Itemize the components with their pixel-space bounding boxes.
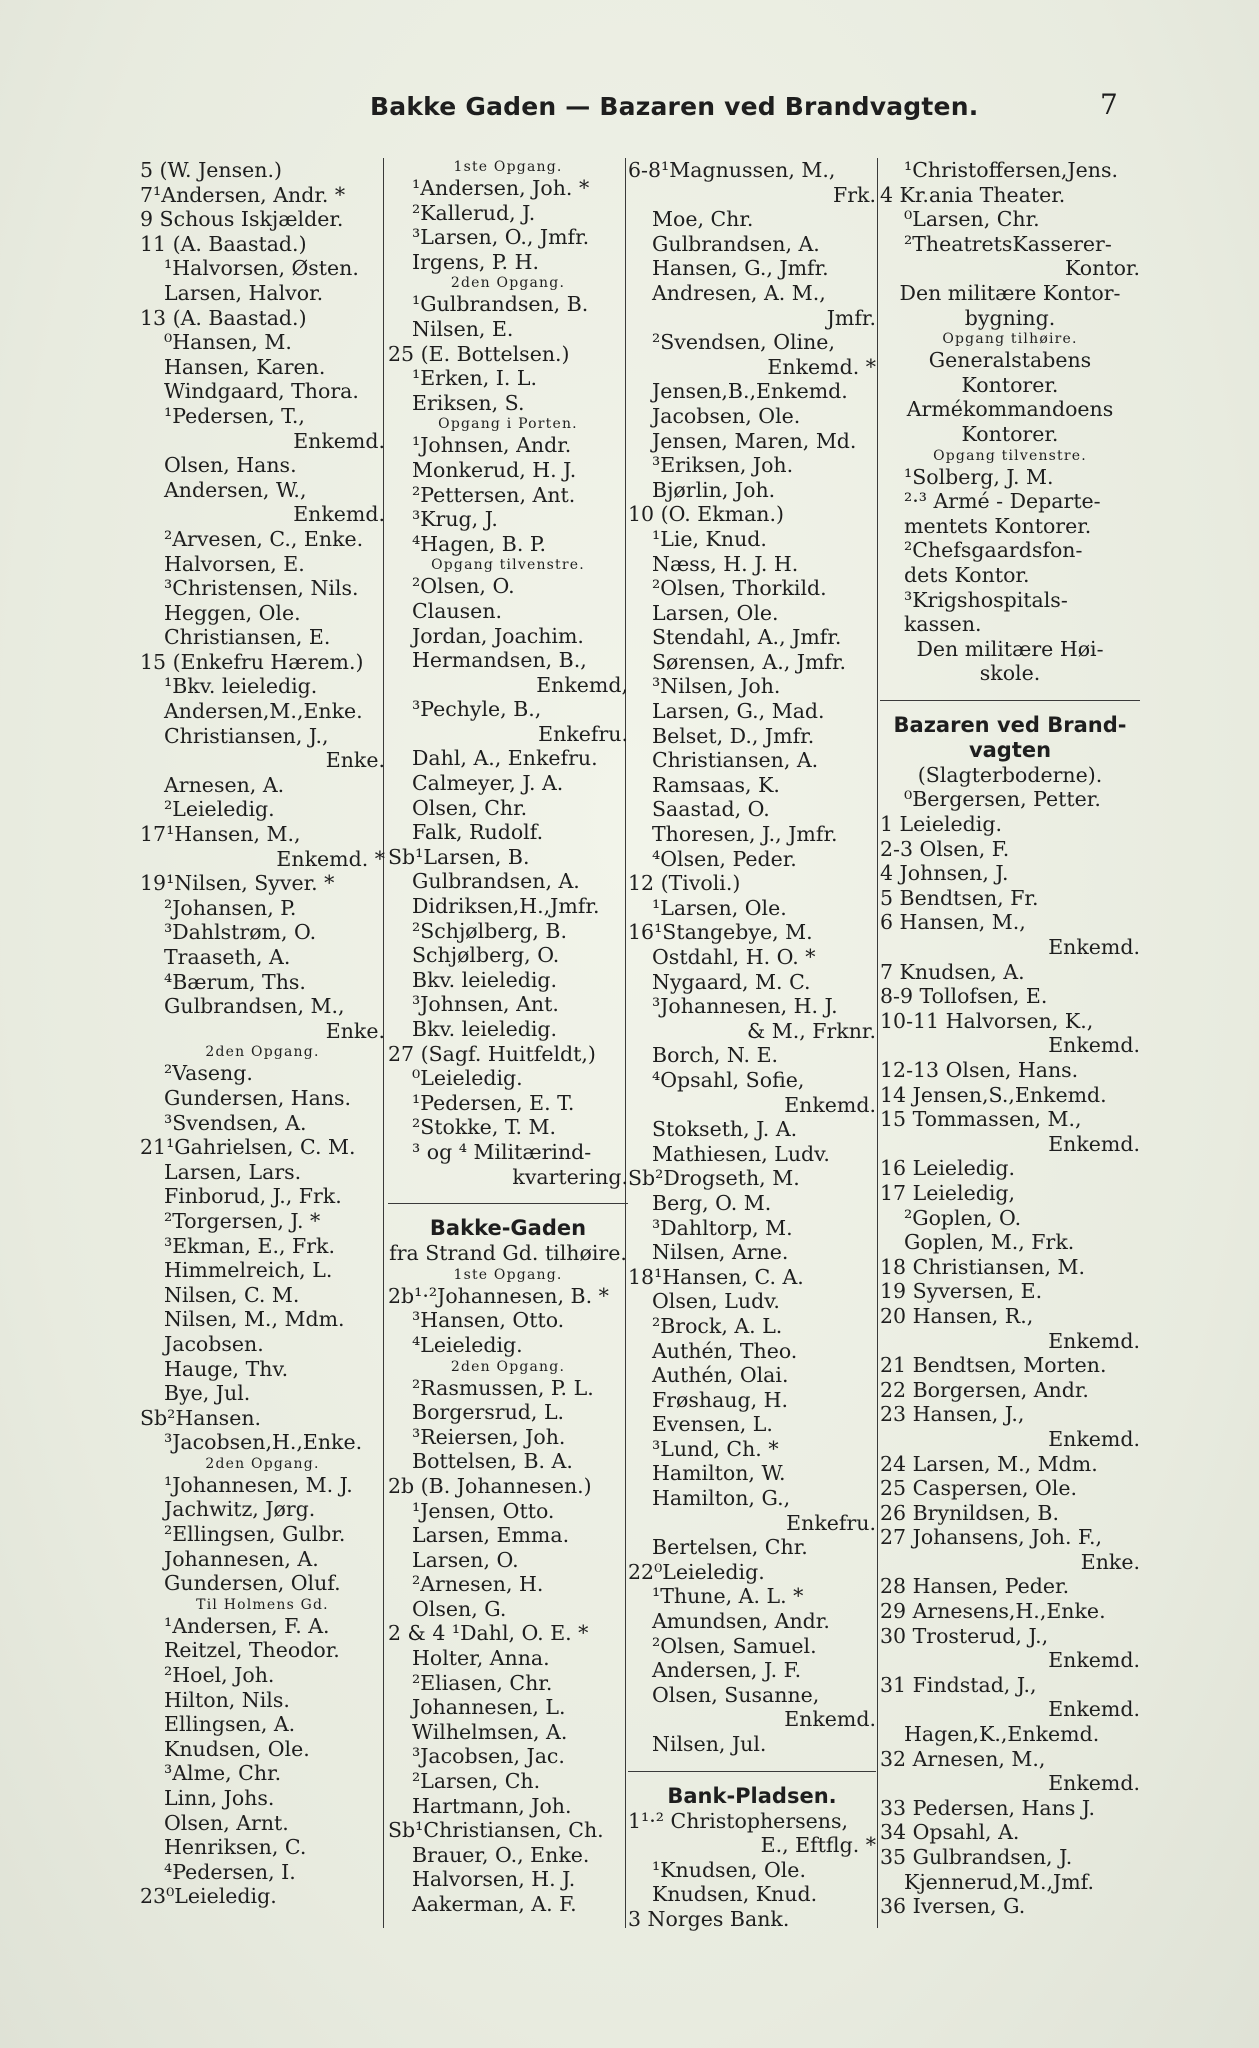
directory-entry: Enkemd. bbox=[1048, 1697, 1140, 1722]
directory-entry: Traaseth, A. bbox=[164, 945, 291, 969]
directory-entry: Authén, Theo. bbox=[652, 1338, 798, 1363]
directory-entry: ²Pettersen, Ant. bbox=[412, 482, 576, 507]
directory-entry: Halvorsen, E. bbox=[164, 551, 305, 576]
directory-entry: Wilhelmsen, A. bbox=[412, 1719, 568, 1744]
directory-entry: Gundersen, Oluf. bbox=[164, 1571, 341, 1596]
directory-entry: Irgens, P. H. bbox=[412, 249, 539, 274]
directory-entry: Opgang tilhøire. bbox=[942, 331, 1078, 348]
directory-entry: 22 Borgersen, Andr. bbox=[880, 1377, 1089, 1402]
directory-entry: ²Stokke, T. M. bbox=[412, 1115, 557, 1140]
directory-entry: Johannesen, L. bbox=[412, 1695, 566, 1720]
directory-entry: 2den Opgang. bbox=[450, 275, 566, 292]
directory-entry: Jacobsen. bbox=[164, 1331, 264, 1356]
directory-entry: 29 Arnesens,H.,Enke. bbox=[880, 1599, 1106, 1624]
directory-entry: Enkemd. bbox=[1048, 1328, 1140, 1353]
directory-entry: 10-11 Halvorsen, K., bbox=[880, 1008, 1094, 1033]
directory-entry: ¹Christoffersen,Jens. bbox=[904, 158, 1119, 182]
directory-entry: Schjølberg, O. bbox=[412, 943, 560, 968]
directory-entry: 25 (E. Bottelsen.) bbox=[388, 341, 570, 366]
directory-entry: 36 Iversen, G. bbox=[880, 1894, 1026, 1919]
directory-entry: Halvorsen, H. J. bbox=[412, 1867, 576, 1892]
directory-entry: 8-9 Tollofsen, E. bbox=[880, 984, 1048, 1009]
directory-entry: & M., Frknr. bbox=[746, 1018, 876, 1043]
directory-entry: Enkemd. * bbox=[767, 354, 876, 379]
directory-entry: ²Chefsgaardsfon- bbox=[904, 538, 1083, 563]
directory-entry: Jachwitz, Jørg. bbox=[164, 1497, 316, 1522]
directory-entry: Enkemd. bbox=[293, 428, 385, 453]
directory-entry: ²Brock, A. L. bbox=[652, 1313, 783, 1338]
directory-entry: ³Johannesen, H. J. bbox=[652, 994, 838, 1019]
directory-entry: 1¹·² Christophersens, bbox=[628, 1808, 849, 1833]
directory-entry: 27 (Sagf. Huitfeldt,) bbox=[388, 1041, 596, 1066]
section-heading: Bazaren ved Brand- bbox=[893, 712, 1127, 737]
directory-entry: ³Krigshospitals- bbox=[904, 587, 1068, 612]
directory-entry: ⁰Leieledig. bbox=[412, 1066, 523, 1091]
directory-entry: ³Lund, Ch. * bbox=[652, 1436, 779, 1461]
directory-entry: Armékommandoens bbox=[906, 397, 1114, 422]
directory-entry: Olsen, Chr. bbox=[412, 795, 528, 820]
directory-entry: 20 Hansen, R., bbox=[880, 1303, 1034, 1328]
section-divider bbox=[628, 1771, 876, 1772]
directory-entry: Ramsaas, K. bbox=[652, 772, 780, 797]
directory-entry: Nygaard, M. C. bbox=[652, 969, 811, 994]
directory-entry: Brauer, O., Enke. bbox=[412, 1842, 590, 1867]
directory-entry: Knudsen, Knud. bbox=[652, 1882, 818, 1907]
directory-entry: 5 (W. Jensen.) bbox=[140, 158, 282, 182]
directory-entry: Enkemd. bbox=[1048, 1648, 1140, 1673]
directory-entry: (Slagterboderne). bbox=[917, 762, 1103, 787]
directory-entry: 15 (Enkefru Hærem.) bbox=[140, 649, 364, 674]
directory-entry: ³Larsen, O., Jmfr. bbox=[412, 225, 590, 250]
directory-entry: 3 Norges Bank. bbox=[628, 1906, 790, 1931]
directory-entry: ⁴Olsen, Peder. bbox=[652, 846, 797, 871]
section-heading: Bakke-Gaden bbox=[429, 1216, 587, 1241]
directory-entry: Larsen, Halvor. bbox=[164, 280, 324, 305]
directory-entry: Authén, Olai. bbox=[652, 1363, 789, 1388]
directory-entry: Larsen, Ole. bbox=[652, 600, 779, 625]
directory-entry: Berg, O. M. bbox=[652, 1190, 772, 1215]
directory-entry: 34 Opsahl, A. bbox=[880, 1820, 1020, 1845]
directory-entry: Mathiesen, Ludv. bbox=[652, 1141, 830, 1166]
directory-entry: ³Krug, J. bbox=[412, 507, 498, 532]
directory-entry: 30 Trosterud, J., bbox=[880, 1623, 1049, 1648]
directory-entry: Amundsen, Andr. bbox=[652, 1609, 830, 1634]
directory-entry: ²Kallerud, J. bbox=[412, 200, 536, 225]
directory-entry: 21 Bendtsen, Morten. bbox=[880, 1353, 1107, 1378]
directory-entry: 28 Hansen, Peder. bbox=[880, 1574, 1070, 1599]
directory-entry: 18¹Hansen, C. A. bbox=[628, 1264, 804, 1289]
directory-entry: Finborud, J., Frk. bbox=[164, 1184, 342, 1209]
directory-entry: 18 Christiansen, M. bbox=[880, 1254, 1085, 1279]
column-divider bbox=[877, 158, 878, 1928]
directory-entry: Enkemd. bbox=[1048, 1033, 1140, 1058]
directory-entry: Bjørlin, Joh. bbox=[652, 477, 776, 502]
directory-entry: Sb¹Christiansen, Ch. bbox=[388, 1818, 604, 1843]
directory-entry: Generalstabens bbox=[928, 348, 1092, 373]
directory-entry: Stendahl, A., Jmfr. bbox=[652, 625, 842, 650]
directory-entry: Bertelsen, Chr. bbox=[652, 1535, 808, 1560]
directory-entry: ³Alme, Chr. bbox=[164, 1761, 282, 1786]
directory-entry: Goplen, M., Frk. bbox=[904, 1230, 1075, 1255]
directory-entry: ¹Halvorsen, Østen. bbox=[164, 256, 359, 281]
directory-entry: Enkemd. * bbox=[276, 846, 385, 871]
directory-entry: Bye, Jul. bbox=[164, 1381, 251, 1406]
directory-entry: 4 Johnsen, J. bbox=[880, 861, 1009, 886]
directory-entry: ³Ekman, E., Frk. bbox=[164, 1233, 335, 1258]
directory-entry: Andersen, W., bbox=[164, 477, 307, 502]
directory-entry: Arnesen, A. bbox=[164, 772, 285, 797]
directory-entry: Evensen, L. bbox=[652, 1412, 773, 1437]
directory-entry: 11 (A. Baastad.) bbox=[140, 231, 307, 256]
section-heading: Bank-Pladsen. bbox=[667, 1783, 837, 1808]
directory-entry: Andresen, A. M., bbox=[652, 280, 826, 305]
directory-entry: ⁴Bærum, Ths. bbox=[164, 969, 306, 994]
directory-entry: ²Olsen, Thorkild. bbox=[652, 576, 827, 601]
directory-entry: Ostdahl, H. O. * bbox=[652, 945, 816, 969]
directory-entry: 7¹Andersen, Andr. * bbox=[140, 182, 346, 207]
directory-entry: Holter, Anna. bbox=[412, 1646, 550, 1671]
directory-entry: 19 Syversen, E. bbox=[880, 1279, 1043, 1304]
directory-entry: Andersen, J. F. bbox=[652, 1658, 802, 1683]
directory-entry: Olsen, G. bbox=[412, 1596, 507, 1621]
directory-entry: 15 Tommassen, M., bbox=[880, 1107, 1082, 1132]
directory-entry: Knudsen, Ole. bbox=[164, 1736, 310, 1761]
directory-entry: 24 Larsen, M., Mdm. bbox=[880, 1451, 1098, 1476]
directory-entry: 25 Caspersen, Ole. bbox=[880, 1476, 1077, 1501]
directory-entry: Andersen,M.,Enke. bbox=[164, 699, 363, 724]
directory-entry: Enkemd. bbox=[1048, 935, 1140, 960]
directory-entry: ¹Pedersen, T., bbox=[164, 403, 305, 428]
directory-entry: 21¹Gahrielsen, C. M. bbox=[140, 1135, 356, 1160]
directory-entry: 19¹Nilsen, Syver. * bbox=[140, 871, 335, 896]
directory-entry: 2den Opgang. bbox=[205, 1455, 320, 1472]
directory-entry: 16 Leieledig. bbox=[880, 1156, 1016, 1181]
directory-entry: Nilsen, E. bbox=[412, 316, 514, 341]
directory-entry: 1ste Opgang. bbox=[453, 159, 563, 175]
directory-entry: ²Olsen, Samuel. bbox=[652, 1633, 817, 1658]
directory-entry: Nilsen, M., Mdm. bbox=[164, 1307, 345, 1332]
directory-entry: Clausen. bbox=[412, 598, 503, 623]
directory-entry: Frk. bbox=[833, 182, 876, 207]
directory-entry: Gulbrandsen, A. bbox=[652, 231, 820, 256]
directory-entry: 1ste Opgang. bbox=[453, 1266, 563, 1283]
directory-entry: 27 Johansens, Joh. F., bbox=[880, 1525, 1103, 1550]
directory-entry: Larsen, Emma. bbox=[412, 1523, 570, 1548]
directory-entry: Monkerud, H. J. bbox=[412, 457, 577, 482]
directory-entry: 2den Opgang. bbox=[205, 1044, 320, 1061]
directory-entry: ⁴Opsahl, Sofie, bbox=[652, 1067, 805, 1092]
directory-entry: Hartmann, Joh. bbox=[412, 1793, 572, 1818]
directory-entry: ³ og ⁴ Militærind- bbox=[412, 1139, 592, 1164]
directory-entry: Gulbrandsen, M., bbox=[164, 994, 345, 1019]
directory-entry: ¹Bkv. leieledig. bbox=[164, 674, 318, 699]
directory-entry: ¹Thune, A. L. * bbox=[652, 1584, 804, 1609]
directory-entry: Enkemd. bbox=[784, 1707, 876, 1732]
directory-entry: 2b¹·²Johannesen, B. * bbox=[388, 1283, 609, 1308]
directory-entry: 22⁰Leieledig. bbox=[628, 1559, 765, 1584]
directory-entry: Den militære Høi- bbox=[916, 636, 1104, 661]
directory-entry: Borch, N. E. bbox=[652, 1043, 779, 1068]
directory-entry: ²Hoel, Joh. bbox=[164, 1663, 275, 1688]
directory-entry: ²Larsen, Ch. bbox=[412, 1769, 541, 1794]
directory-entry: ²Vaseng. bbox=[164, 1061, 253, 1086]
directory-entry: Moe, Chr. bbox=[652, 207, 754, 232]
directory-entry: Didriksen,H.,Jmfr. bbox=[412, 894, 600, 919]
directory-entry: 31 Findstad, J., bbox=[880, 1672, 1037, 1697]
section-heading: vagten bbox=[968, 737, 1052, 762]
directory-entry: Falk, Rudolf. bbox=[412, 820, 544, 845]
directory-entry: Olsen, Susanne, bbox=[652, 1682, 820, 1707]
directory-entry: ⁴Hagen, B. P. bbox=[412, 531, 547, 556]
directory-entry: 17 Leieledig, bbox=[880, 1180, 1016, 1205]
directory-entry: Jacobsen, Ole. bbox=[652, 403, 801, 428]
directory-entry: Olsen, Ludv. bbox=[652, 1289, 780, 1314]
column-2 bbox=[388, 158, 628, 1917]
directory-entry: ¹Lie, Knud. bbox=[652, 526, 767, 551]
directory-entry: ³Dahlstrøm, O. bbox=[164, 920, 317, 945]
directory-entry: ³Johnsen, Ant. bbox=[412, 992, 559, 1017]
directory-entry: 16¹Stangebye, M. bbox=[628, 920, 813, 945]
directory-entry: Gundersen, Hans. bbox=[164, 1085, 352, 1110]
directory-entry: 2den Opgang. bbox=[450, 1358, 566, 1375]
directory-entry: Eriksen, S. bbox=[412, 390, 525, 415]
directory-entry: Enkemd. bbox=[1048, 1131, 1140, 1156]
directory-entry: ¹Erken, I. L. bbox=[412, 366, 538, 391]
directory-entry: Sørensen, A., Jmfr. bbox=[652, 649, 847, 674]
directory-entry: ²Ellingsen, Gulbr. bbox=[164, 1522, 346, 1547]
directory-entry: Bottelsen, B. A. bbox=[412, 1449, 573, 1474]
directory-entry: Nilsen, Jul. bbox=[652, 1732, 767, 1756]
directory-entry: Sb²Drogseth, M. bbox=[628, 1166, 800, 1191]
directory-entry: ³Nilsen, Joh. bbox=[652, 674, 781, 699]
directory-entry: ¹Johannesen, M. J. bbox=[164, 1472, 353, 1497]
directory-entry: Hamilton, G., bbox=[652, 1486, 791, 1511]
directory-entry: Henriksen, C. bbox=[164, 1835, 307, 1860]
directory-entry: ¹Gulbrandsen, B. bbox=[412, 292, 589, 317]
page-title: Bakke Gaden — Bazaren ved Brandvagten. bbox=[370, 92, 979, 121]
directory-entry: Larsen, O. bbox=[412, 1547, 519, 1572]
directory-entry: dets Kontor. bbox=[904, 562, 1030, 587]
directory-entry: mentets Kontorer. bbox=[904, 513, 1092, 538]
directory-entry: Næss, H. J. H. bbox=[652, 551, 799, 576]
directory-entry: Enke. bbox=[325, 748, 385, 773]
directory-entry: Borgersrud, L. bbox=[412, 1400, 565, 1425]
directory-entry: 26 Brynildsen, B. bbox=[880, 1500, 1059, 1525]
directory-entry: ³Pechyle, B., bbox=[412, 697, 542, 722]
directory-entry: 4 Kr.ania Theater. bbox=[880, 182, 1066, 207]
directory-entry: Heggen, Ole. bbox=[164, 600, 301, 625]
directory-entry: ³Christensen, Nils. bbox=[164, 576, 359, 601]
directory-entry: Ellingsen, A. bbox=[164, 1712, 296, 1737]
directory-entry: Enkefru. bbox=[786, 1510, 876, 1535]
directory-entry: 23 Hansen, J., bbox=[880, 1402, 1025, 1427]
directory-entry: Kjennerud,M.,Jmf. bbox=[904, 1869, 1095, 1894]
directory-entry: 6 Hansen, M., bbox=[880, 910, 1026, 935]
directory-entry: ²Johansen, P. bbox=[164, 895, 297, 920]
directory-entry: Dahl, A., Enkefru. bbox=[412, 746, 598, 771]
directory-entry: Aakerman, A. F. bbox=[412, 1892, 577, 1916]
directory-entry: ²·³ Armé - Departe- bbox=[904, 489, 1101, 514]
directory-entry: 1 Leieledig. bbox=[880, 812, 1002, 837]
directory-entry: Enke. bbox=[1080, 1549, 1140, 1574]
directory-entry: Enke. bbox=[325, 1018, 385, 1043]
directory-entry: Windgaard, Thora. bbox=[164, 379, 359, 404]
directory-entry: 13 (A. Baastad.) bbox=[140, 305, 307, 330]
directory-entry: ¹Solberg, J. M. bbox=[904, 464, 1054, 489]
directory-entry: Jensen, Maren, Md. bbox=[652, 428, 857, 453]
directory-entry: Til Holmens Gd. bbox=[196, 1596, 329, 1613]
directory-entry: 33 Pedersen, Hans J. bbox=[880, 1795, 1096, 1820]
directory-entry: 35 Gulbrandsen, J. bbox=[880, 1845, 1073, 1869]
directory-entry: kassen. bbox=[904, 612, 982, 637]
directory-entry: Enkemd, bbox=[536, 672, 628, 697]
directory-entry: Hamilton, W. bbox=[652, 1461, 786, 1486]
directory-entry: Jmfr. bbox=[826, 305, 876, 330]
directory-entry: ¹Andersen, Joh. * bbox=[412, 176, 590, 200]
page-header bbox=[0, 88, 1259, 132]
directory-entry: Bkv. leieledig. bbox=[412, 1017, 558, 1041]
directory-entry: 2 & 4 ¹Dahl, O. E. * bbox=[388, 1621, 589, 1646]
directory-entry: ¹Larsen, Ole. bbox=[652, 895, 787, 920]
directory-entry: 23⁰Leieledig. bbox=[140, 1884, 277, 1909]
directory-entry: ⁰Hansen, M. bbox=[164, 330, 292, 355]
directory-entry: 17¹Hansen, M., bbox=[140, 822, 301, 847]
directory-entry: Gulbrandsen, A. bbox=[412, 869, 580, 894]
directory-entry: ³Eriksen, Joh. bbox=[652, 453, 794, 478]
directory-entry: Nilsen, C. M. bbox=[164, 1282, 300, 1307]
directory-entry: Kontorer. bbox=[961, 421, 1059, 446]
directory-entry: Enkefru. bbox=[538, 721, 628, 746]
directory-entry: ¹Jensen, Otto. bbox=[412, 1498, 555, 1523]
directory-entry: ¹Knudsen, Ole. bbox=[652, 1857, 806, 1882]
directory-entry: Reitzel, Theodor. bbox=[164, 1638, 340, 1663]
directory-entry: Opgang i Porten. bbox=[438, 416, 578, 433]
directory-entry: ²Leieledig. bbox=[164, 797, 275, 822]
directory-entry: Christiansen, A. bbox=[652, 748, 819, 773]
directory-entry: Johannesen, A. bbox=[164, 1546, 319, 1571]
directory-entry: Hermandsen, B., bbox=[412, 648, 587, 673]
directory-entry: ²Schjølberg, B. bbox=[412, 918, 567, 943]
directory-entry: ⁰Larsen, Chr. bbox=[904, 207, 1040, 232]
directory-entry: Thoresen, J., Jmfr. bbox=[652, 822, 838, 847]
section-divider bbox=[388, 1203, 628, 1204]
directory-entry: Christiansen, E. bbox=[164, 625, 331, 650]
directory-entry: Belset, D., Jmfr. bbox=[652, 723, 815, 748]
page-number: 7 bbox=[1100, 88, 1118, 121]
directory-entry: Hagen,K.,Enkemd. bbox=[904, 1722, 1100, 1747]
directory-entry: Frøshaug, H. bbox=[652, 1387, 789, 1412]
directory-entry: ⁰Bergersen, Petter. bbox=[904, 787, 1101, 812]
directory-entry: Hilton, Nils. bbox=[164, 1687, 290, 1712]
directory-entry: 10 (O. Ekman.) bbox=[628, 502, 785, 527]
directory-entry: Nilsen, Arne. bbox=[652, 1240, 789, 1265]
directory-entry: kvartering. bbox=[512, 1164, 628, 1189]
directory-entry: ³Dahltorp, M. bbox=[652, 1215, 793, 1240]
directory-entry: ³Hansen, Otto. bbox=[412, 1308, 565, 1333]
directory-entry: Den militære Kontor- bbox=[899, 280, 1121, 305]
directory-entry: E., Eftflg. * bbox=[760, 1833, 876, 1858]
directory-entry: ¹Johnsen, Andr. bbox=[412, 433, 572, 458]
directory-entry: ²TheatretsKasserer- bbox=[904, 231, 1112, 256]
directory-entry: 5 Bendtsen, Fr. bbox=[880, 885, 1039, 910]
directory-entry: Sb¹Larsen, B. bbox=[388, 844, 530, 869]
directory-entry: ²Arnesen, H. bbox=[412, 1572, 544, 1597]
directory-entry: Stokseth, J. A. bbox=[652, 1117, 798, 1142]
directory-entry: ¹Pedersen, E. T. bbox=[412, 1090, 575, 1115]
directory-entry: ²Svendsen, Oline, bbox=[652, 330, 835, 355]
directory-entry: Bkv. leieledig. bbox=[412, 967, 558, 992]
directory-entry: 2b (B. Johannesen.) bbox=[388, 1473, 592, 1498]
directory-entry: 9 Schous Iskjælder. bbox=[140, 207, 344, 232]
directory-entry: Hauge, Thv. bbox=[164, 1356, 289, 1381]
directory-entry: fra Strand Gd. tilhøire. bbox=[389, 1241, 627, 1266]
directory-entry: Olsen, Hans. bbox=[164, 453, 297, 478]
directory-entry: Hansen, G., Jmfr. bbox=[652, 256, 829, 281]
directory-entry: Enkemd. bbox=[293, 502, 385, 527]
directory-entry: bygning. bbox=[964, 305, 1056, 330]
directory-entry: ⁴Leieledig. bbox=[412, 1332, 523, 1357]
directory-entry: Opgang tilvenstre. bbox=[933, 447, 1087, 464]
directory-entry: Enkemd. bbox=[784, 1092, 876, 1117]
directory-entry: Saastad, O. bbox=[652, 797, 770, 822]
directory-entry: 14 Jensen,S.,Enkemd. bbox=[880, 1082, 1107, 1107]
directory-entry: Kontorer. bbox=[961, 372, 1059, 397]
directory-entry: Enkemd. bbox=[1048, 1426, 1140, 1451]
directory-entry: 6-8¹Magnussen, M., bbox=[628, 158, 836, 182]
directory-entry: Jensen,B.,Enkemd. bbox=[652, 379, 848, 404]
directory-entry: ²Torgersen, J. * bbox=[164, 1208, 321, 1233]
directory-entry: Himmelreich, L. bbox=[164, 1258, 333, 1283]
directory-entry: Christiansen, J., bbox=[164, 723, 329, 748]
directory-entry: 12-13 Olsen, Hans. bbox=[880, 1058, 1079, 1082]
directory-entry: ³Svendsen, A. bbox=[164, 1110, 307, 1135]
directory-entry: ⁴Pedersen, I. bbox=[164, 1859, 296, 1884]
column-4 bbox=[880, 158, 1140, 1919]
directory-entry: 32 Arnesen, M., bbox=[880, 1746, 1046, 1771]
directory-entry: ³Jacobsen, Jac. bbox=[412, 1744, 565, 1769]
directory-entry: Opgang tilvenstre. bbox=[431, 557, 585, 574]
directory-entry: ³Reiersen, Joh. bbox=[412, 1424, 566, 1449]
directory-entry: ²Eliasen, Chr. bbox=[412, 1670, 553, 1695]
directory-entry: 7 Knudsen, A. bbox=[880, 959, 1025, 984]
directory-entry: ²Arvesen, C., Enke. bbox=[164, 526, 364, 551]
directory-entry: ³Jacobsen,H.,Enke. bbox=[164, 1430, 363, 1455]
directory-entry: Larsen, G., Mad. bbox=[652, 699, 825, 724]
directory-entry: Olsen, Arnt. bbox=[164, 1810, 289, 1835]
directory-entry: 12 (Tivoli.) bbox=[628, 871, 741, 896]
directory-entry: Linn, Johs. bbox=[164, 1786, 275, 1810]
directory-entry: Sb²Hansen. bbox=[140, 1405, 262, 1430]
directory-entry: skole. bbox=[979, 661, 1041, 686]
column-1 bbox=[140, 158, 385, 1909]
directory-entry: ²Rasmussen, P. L. bbox=[412, 1375, 594, 1400]
section-divider bbox=[880, 700, 1140, 701]
directory-entry: Calmeyer, J. A. bbox=[412, 771, 564, 796]
directory-entry: ²Olsen, O. bbox=[412, 574, 515, 599]
directory-entry: Jordan, Joachim. bbox=[412, 623, 584, 648]
directory-entry: 2-3 Olsen, F. bbox=[880, 836, 1010, 861]
directory-entry: Hansen, Karen. bbox=[164, 354, 326, 379]
directory-entry: Kontor. bbox=[1065, 256, 1140, 281]
directory-entry: Larsen, Lars. bbox=[164, 1159, 302, 1184]
directory-entry: ¹Andersen, F. A. bbox=[164, 1613, 330, 1638]
directory-entry: ²Goplen, O. bbox=[904, 1205, 1022, 1230]
directory-entry: Enkemd. bbox=[1048, 1771, 1140, 1796]
column-3 bbox=[628, 158, 876, 1932]
